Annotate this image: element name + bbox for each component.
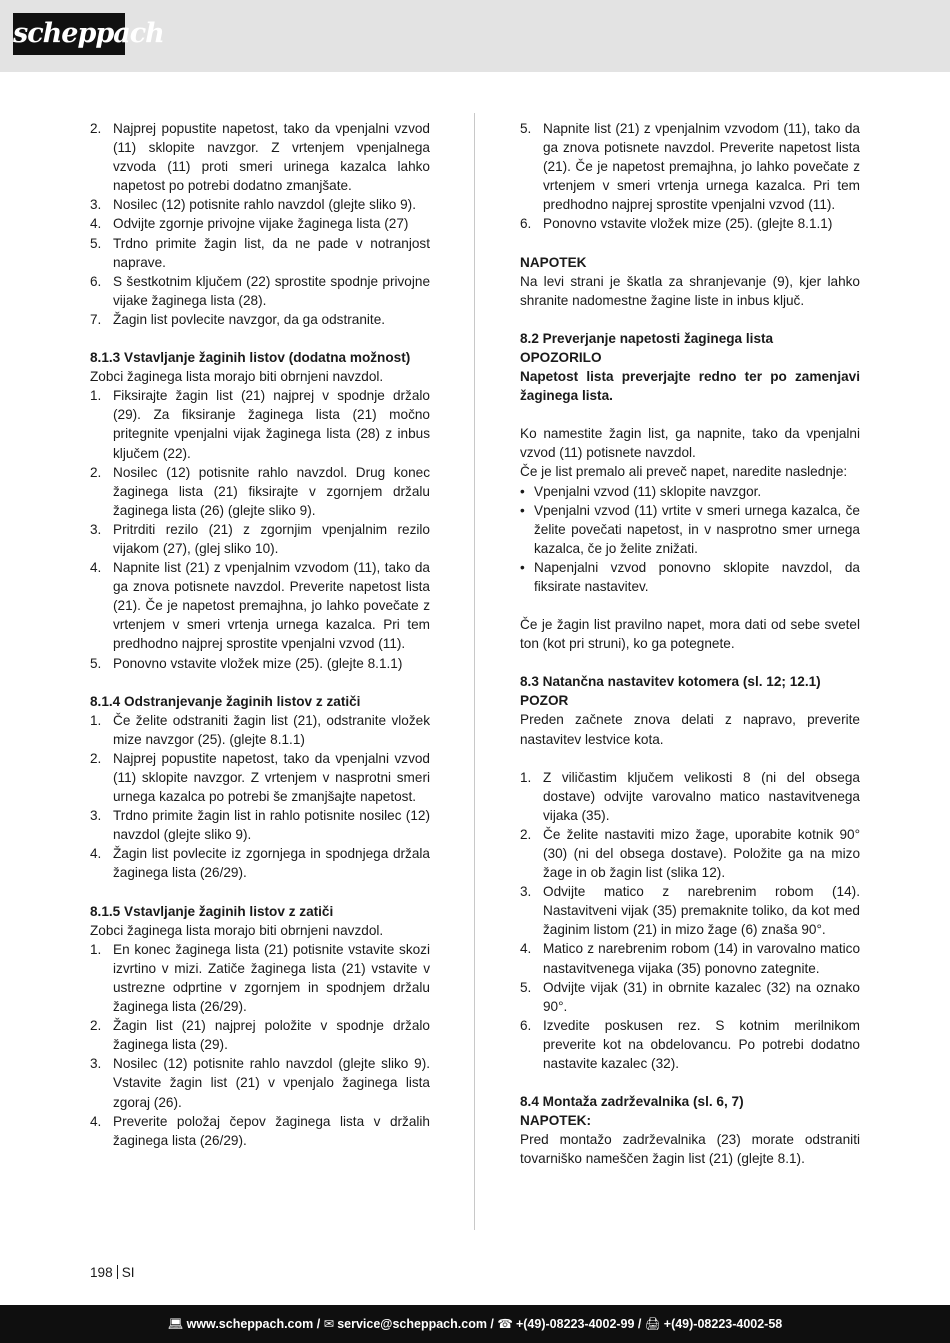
section-8-1-5-intro: Zobci žaginega lista morajo biti obrnjeni navzdol. <box>90 922 384 938</box>
left-column <box>90 119 430 1150</box>
list-item-number: 3. <box>90 1056 102 1072</box>
list-item <box>90 711 430 749</box>
list-item <box>520 214 860 233</box>
list-item <box>520 825 860 882</box>
list-item-text: Ponovno vstavite vložek mize (25). (glejte 8.1.1) <box>113 655 403 671</box>
list-item <box>90 558 430 653</box>
list-item-number: 6. <box>520 1017 532 1033</box>
email-link[interactable]: service@scheppach.com / <box>337 1317 494 1331</box>
list-item-number: 5. <box>520 121 532 136</box>
list-item-text: Če želite odstraniti žagin list (21), odstranite vložek mize navzgor (25). (glejte 8.1.1) <box>113 712 430 747</box>
list-item-number: 1. <box>520 769 532 785</box>
list-item <box>90 214 430 233</box>
removal-steps-list <box>90 119 430 329</box>
list-item-number: 2. <box>520 826 532 842</box>
contact-footer <box>0 1305 950 1343</box>
list-item-number: 1. <box>90 712 102 728</box>
list-item <box>90 806 430 844</box>
list-item-text: Odvijte vijak (31) in obrnite kazalec (32) na oznako 90°. <box>543 979 860 1014</box>
list-item-text: Ponovno vstavite vložek mize (25). (glejte 8.1.1) <box>543 216 833 232</box>
list-item-text: Nosilec (12) potisnite rahlo navzdol. Drug konec žaginega lista (21) fiksirajte v zgornjem držalu žaginega lista (26) (glejte sliko 9). <box>113 464 430 518</box>
section-8-2-bullets <box>520 482 860 597</box>
list-item-text: Žagin list (21) najprej položite v spodnje držalo žaginega lista (29). <box>113 1018 430 1053</box>
list-item-text: Najprej popustite napetost, tako da vpenjalni vzvod (11) sklopite navzgor. Z vrtenjem v nasprotni smeri urnega kazalca po potrebi še zmanjšajte napetost. <box>113 750 430 805</box>
note-text: Na levi strani je škatla za shranjevanje (9), kjer lahko shranite nadomestne žagine liste in inbus ključ. <box>520 273 860 308</box>
list-item-number: 2. <box>90 464 102 480</box>
list-item <box>90 520 430 558</box>
list-item-text: S šestkotnim ključem (22) sprostite spodnje privojne vijake žaginega lista (28). <box>113 273 430 308</box>
section-8-4-title: 8.4 Montaža zadrževalnika (sl. 6, 7) <box>520 1094 744 1110</box>
phone-number: +(49)-08223-4002-99 / <box>515 1317 642 1331</box>
page-number: 198 <box>90 1265 113 1280</box>
list-item <box>520 768 860 825</box>
list-item <box>90 310 430 329</box>
section-8-1-5-list <box>90 940 430 1150</box>
list-item-text: En konec žaginega lista (21) potisnite vstavite skozi izvrtino v mizi. Zatiče žaginega lista (21) vstavite v ustrezne odprtine v zgornjem in spodnjem držalu žaginega lista (26/29). <box>113 941 430 1015</box>
section-8-1-4-title: 8.1.4 Odstranjevanje žaginih listov z zatiči <box>90 693 361 709</box>
language-code: SI <box>121 1265 135 1280</box>
list-item-text: Napnite list (21) z vpenjalnim vzvodom (11), tako da ga znova potisnete navzdol. Preverite napetost lista (21). Če je napetost premajhna, jo lahko povečate z vrtenjem v smeri vrtenja urnega kazalca. Pri tem predhodno najprej sprostite vpenjalni vzvod (11). <box>113 560 430 652</box>
list-item-number: 4. <box>90 846 102 862</box>
list-item <box>90 1054 430 1111</box>
list-item <box>90 234 430 272</box>
section-8-2-paragraph-2: Če je list premalo ali preveč napet, naredite naslednje: <box>520 464 848 480</box>
section-8-4-text: Pred montažo zadrževalnika (23) morate odstraniti tovarniško nameščen žagin list (21) (glejte 8.1). <box>520 1132 860 1167</box>
mail-icon: ✉ <box>323 1317 335 1331</box>
list-item-number: 3. <box>90 521 102 537</box>
page-separator <box>117 1265 118 1279</box>
list-item-text: Če želite nastaviti mizo žage, uporabite kotnik 90° (30) (ni del obsega dostave). Položite ga na mizo žage in ob žagin list (slika 12). <box>543 826 860 881</box>
fax-number: +(49)-08223-4002-58 <box>663 1317 783 1331</box>
list-item <box>90 463 430 520</box>
list-item-text: Vpenjalni vzvod (11) vrtite v smeri urnega kazalca, če želite povečati napetost, in v nasprotno smer urnega kazalca, če jo želite znižati. <box>534 502 860 556</box>
list-item-text: Nosilec (12) potisnite rahlo navzdol (glejte sliko 9). <box>113 197 416 213</box>
list-item-number: 3. <box>90 808 102 824</box>
list-item-text: Z viličastim ključem velikosti 8 (ni del obsega dostave) odvijte varovalno matico nastavitvenega vijaka (35). <box>543 769 860 823</box>
list-item <box>90 749 430 806</box>
list-item <box>520 558 860 596</box>
list-item-text: Matico z narebrenim robom (14) in varovalno matico nastavitvenega vijaka (35) ponovno zategnite. <box>543 941 860 976</box>
list-item-number: 5. <box>520 979 532 995</box>
list-item-number: • <box>520 483 525 499</box>
list-item-number: 4. <box>520 941 532 957</box>
list-item-text: Nosilec (12) potisnite rahlo navzdol (glejte sliko 9). Vstavite žagin list (21) v vpenjalo žaginega lista zgoraj (26). <box>113 1056 430 1110</box>
list-item-text: Trdno primite žagin list, da ne pade v notranjost naprave. <box>113 235 430 270</box>
section-8-1-5-title: 8.1.5 Vstavljanje žaginih listov z zatiči <box>90 903 334 919</box>
list-item <box>520 1016 860 1073</box>
list-item-text: Pritrditi rezilo (21) z zgornjim vpenjalnim rezilo vijakom (27), (glej sliko 10). <box>113 521 430 556</box>
list-item-text: Preverite položaj čepov žaginega lista v držalih žaginega lista (26/29). <box>113 1113 430 1148</box>
list-item <box>90 195 430 214</box>
list-item-text: Odvijte matico z narebrenim robom (14). Nastavitveni vijak (35) premaknite toliko, da kot med žaginim listom (21) in mizo žage (6) znaša 90°. <box>543 884 860 938</box>
list-item-text: Najprej popustite napetost, tako da vpenjalni vzvod (11) sklopite navzgor. Z vrtenjem vpenjalnega vzvoda (11) proti smeri urinega kazalca lahko napetost po potrebi dodatno zmanjšate. <box>113 121 430 194</box>
list-item-number: 2. <box>90 750 102 766</box>
list-item-number: 7. <box>90 311 102 327</box>
list-item-number: • <box>520 559 525 575</box>
list-item <box>90 1112 430 1150</box>
list-item-text: Žagin list povlecite navzgor, da ga odstranite. <box>113 311 386 327</box>
list-item-number: 2. <box>90 121 102 136</box>
list-item <box>520 482 860 501</box>
section-8-2-paragraph-3: Če je žagin list pravilno napet, mora dati od sebe svetel ton (kot pri struni), ko ga potegnete. <box>520 617 860 652</box>
list-item-text: Fiksirajte žagin list (21) najprej v spodnje držalo (29). Za fiksiranje žaginega lista (21) močno pritegnite vpenjalni vijak žaginega lista (28) z inbus ključem (22). <box>113 388 430 461</box>
note-title: NAPOTEK <box>520 254 587 270</box>
list-item-number: 5. <box>90 235 102 251</box>
list-item <box>90 272 430 310</box>
list-item <box>90 1016 430 1054</box>
fax-icon: 🖨︎ <box>644 1317 661 1331</box>
section-8-4-note-title: NAPOTEK: <box>520 1113 591 1129</box>
list-item-number: 3. <box>520 884 532 900</box>
list-item <box>520 119 860 214</box>
right-column <box>520 119 860 1169</box>
list-item-number: 6. <box>90 273 102 289</box>
list-item-text: Trdno primite žagin list in rahlo potisnite nosilec (12) navzdol (glejte sliko 9). <box>113 808 430 843</box>
page-header <box>0 0 950 72</box>
list-item-number: 4. <box>90 216 102 232</box>
section-8-2-title: 8.2 Preverjanje napetosti žaginega lista <box>520 330 774 346</box>
list-item-number: 2. <box>90 1018 102 1034</box>
list-item-number: 6. <box>520 216 532 232</box>
list-item-number: 1. <box>90 388 102 404</box>
list-item-text: Izvedite poskusen rez. S kotnim merilnikom preverite kot na obdelovancu. Po potrebi dodatno nastavite kazalec (32). <box>543 1017 860 1072</box>
section-8-1-3-title: 8.1.3 Vstavljanje žaginih listov (dodatna možnost) <box>90 350 411 366</box>
list-item-text: Odvijte zgornje privojne vijake žaginega lista (27) <box>113 216 409 232</box>
website-link[interactable]: www.scheppach.com / <box>186 1317 321 1331</box>
warning-text: Napetost lista preverjajte redno ter po zamenjavi žaginega lista. <box>520 369 860 404</box>
computer-icon: 💻︎ <box>167 1317 184 1331</box>
list-item <box>90 844 430 882</box>
list-item-text: Žagin list povlecite iz zgornjega in spodnjega držala žaginega lista (26/29). <box>113 846 430 881</box>
section-8-3-list <box>520 768 860 1074</box>
list-item-number: 3. <box>90 197 102 213</box>
list-item <box>520 501 860 558</box>
caution-text: Preden začnete znova delati z napravo, preverite nastavitev lestvice kota. <box>520 712 860 747</box>
list-item <box>520 939 860 977</box>
list-item <box>90 654 430 673</box>
column-divider <box>474 113 475 1230</box>
list-item-text: Vpenjalni vzvod (11) sklopite navzgor. <box>534 483 762 499</box>
list-item <box>90 940 430 1016</box>
tension-steps-list <box>520 119 860 234</box>
list-item <box>520 882 860 939</box>
section-8-3-title: 8.3 Natančna nastavitev kotomera (sl. 12; 12.1) <box>520 674 821 690</box>
list-item-text: Napnite list (21) z vpenjalnim vzvodom (11), tako da ga znova potisnete navzdol. Preverite napetost lista (21). Če je napetost premajhna, jo lahko povečate z vrtenjem v smeri vrtenja urnega kazalca. Pri tem predhodno najprej sprostite vpenjalni vzvod (11). <box>543 121 860 213</box>
phone-icon: ☎ <box>497 1317 513 1331</box>
scheppach-logo: scheppach <box>13 13 125 55</box>
list-item <box>520 978 860 1016</box>
list-item-number: • <box>520 502 525 518</box>
section-8-2-paragraph-1: Ko namestite žagin list, ga napnite, tako da vpenjalni vzvod (11) potisnete navzdol. <box>520 426 860 461</box>
list-item-text: Napenjalni vzvod ponovno sklopite navzdol, da fiksirate nastavitev. <box>534 559 860 594</box>
list-item <box>90 386 430 462</box>
list-item <box>90 119 430 195</box>
list-item-number: 4. <box>90 1113 102 1129</box>
section-8-1-3-intro: Zobci žaginega lista morajo biti obrnjeni navzdol. <box>90 369 384 385</box>
list-item-number: 4. <box>90 560 102 576</box>
caution-title: POZOR <box>520 693 569 709</box>
warning-title: OPOZORILO <box>520 349 602 365</box>
list-item-number: 5. <box>90 655 102 671</box>
page-number-block <box>90 1265 135 1280</box>
list-item-number: 1. <box>90 941 102 957</box>
section-8-1-4-list <box>90 711 430 883</box>
section-8-1-3-list <box>90 386 430 672</box>
